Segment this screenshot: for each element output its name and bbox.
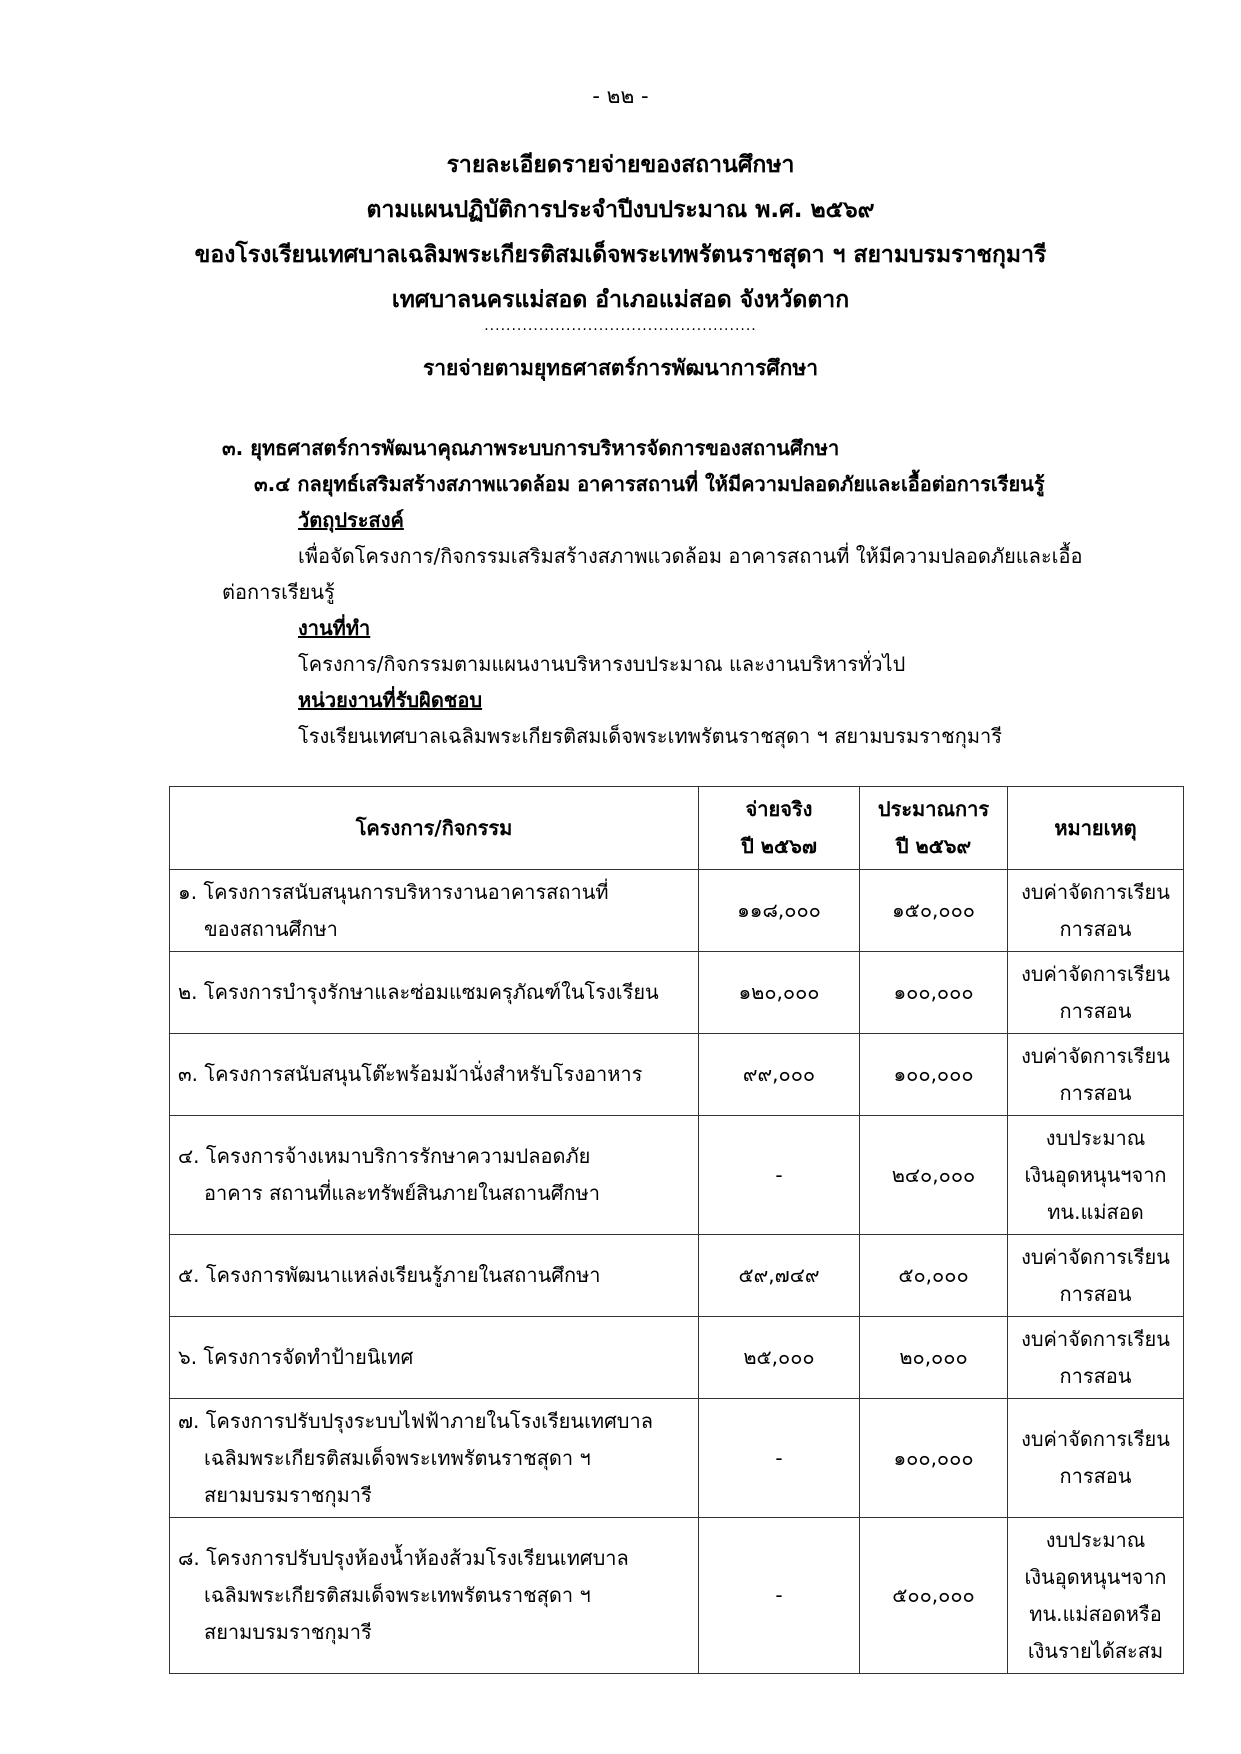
- note-line: เงินอุดหนุนฯจาก: [1024, 1162, 1167, 1187]
- actual-amount-cell: -: [699, 1518, 860, 1674]
- project-name-line: อาคาร สถานที่และทรัพย์สินภายในสถานศึกษา: [204, 1181, 600, 1205]
- note-line: เงินรายได้สะสม: [1027, 1638, 1164, 1663]
- title-line-4: เทศบาลนครแม่สอด อำเภอแม่สอด จังหวัดตาก: [391, 287, 850, 313]
- estimate-amount-cell: ๑๕๐,๐๐๐: [860, 870, 1008, 952]
- note-line: งบค่าจัดการเรียน: [1021, 961, 1170, 986]
- project-cell: [170, 1235, 699, 1317]
- note-cell: [1008, 1034, 1184, 1116]
- objective-text-line-2: ต่อการเรียนรู้: [222, 580, 335, 604]
- note-line: งบค่าจัดการเรียน: [1021, 1326, 1170, 1351]
- responsible-unit-label: หน่วยงานที่รับผิดชอบ: [298, 688, 483, 712]
- work-label: งานที่ทำ: [298, 616, 371, 640]
- note-cell: [1008, 1116, 1184, 1235]
- header-actual-line-1: จ่ายจริง: [745, 797, 813, 821]
- project-cell: [170, 1518, 699, 1674]
- project-cell: [170, 870, 699, 952]
- project-name-line: เฉลิมพระเกียรติสมเด็จพระเทพรัตนราชสุดา ฯ: [204, 1445, 591, 1470]
- note-line: การสอน: [1059, 1080, 1132, 1105]
- project-name-line: ๕. โครงการพัฒนาแหล่งเรียนรู้ภายในสถานศึกษา: [178, 1263, 601, 1287]
- actual-amount-cell: -: [699, 1116, 860, 1235]
- note-line: งบค่าจัดการเรียน: [1021, 879, 1170, 904]
- table-row: [170, 1317, 1184, 1399]
- project-name-line: ๒. โครงการบำรุงรักษาและซ่อมแซมครุภัณฑ์ในโรงเรียน: [178, 980, 659, 1004]
- objective-text-line-1: เพื่อจัดโครงการ/กิจกรรมเสริมสร้างสภาพแวดล้อม อาคารสถานที่ ให้มีความปลอดภัยและเอื้อ: [298, 544, 1083, 568]
- table-body: [170, 870, 1184, 1674]
- note-cell: [1008, 1235, 1184, 1317]
- title-line-1: รายละเอียดรายจ่ายของสถานศึกษา: [446, 152, 795, 178]
- project-name-line: ๑. โครงการสนับสนุนการบริหารงานอาคารสถานที่: [178, 879, 609, 904]
- title-line-2: ตามแผนปฏิบัติการประจำปีงบประมาณ พ.ศ. ๒๕๖๙: [366, 197, 875, 223]
- project-name-line: สยามบรมราชกุมารี: [204, 1620, 372, 1644]
- estimate-amount-cell: ๑๐๐,๐๐๐: [860, 1399, 1008, 1518]
- table-row: [170, 1399, 1184, 1518]
- estimate-amount-cell: ๑๐๐,๐๐๐: [860, 952, 1008, 1034]
- note-line: การสอน: [1059, 1464, 1132, 1488]
- note-cell: [1008, 1518, 1184, 1674]
- note-line: งบประมาณ: [1045, 1125, 1146, 1150]
- project-cell: [170, 1399, 699, 1518]
- project-name-line: ของสถานศึกษา: [204, 916, 338, 941]
- project-name-line: สยามบรมราชกุมารี: [204, 1482, 372, 1507]
- header-project: โครงการ/กิจกรรม: [170, 787, 699, 870]
- project-name-line: ๓. โครงการสนับสนุนโต๊ะพร้อมม้านั่งสำหรับโรงอาหาร: [178, 1062, 643, 1086]
- actual-amount-cell: ๑๒๐,๐๐๐: [699, 952, 860, 1034]
- note-line: การสอน: [1059, 1363, 1132, 1388]
- responsible-unit-text: โรงเรียนเทศบาลเฉลิมพระเกียรติสมเด็จพระเทพรัตนราชสุดา ฯ สยามบรมราชกุมารี: [298, 724, 1002, 748]
- project-name-line: ๗. โครงการปรับปรุงระบบไฟฟ้าภายในโรงเรียนเทศบาล: [178, 1408, 653, 1433]
- header-estimate-line-2: ปี ๒๕๖๙: [895, 834, 972, 858]
- note-line: งบค่าจัดการเรียน: [1021, 1244, 1170, 1269]
- document-title: [0, 143, 1241, 323]
- note-cell: [1008, 1399, 1184, 1518]
- page-number: - ๒๒ -: [592, 84, 649, 108]
- project-name-line: ๖. โครงการจัดทำป้ายนิเทศ: [178, 1345, 414, 1369]
- note-line: การสอน: [1059, 998, 1132, 1023]
- actual-amount-cell: ๑๑๘,๐๐๐: [699, 870, 860, 952]
- header-actual-line-2: ปี ๒๕๖๗: [741, 834, 817, 858]
- table-row: [170, 1235, 1184, 1317]
- project-name-line: เฉลิมพระเกียรติสมเด็จพระเทพรัตนราชสุดา ฯ: [204, 1583, 591, 1607]
- budget-table: [169, 786, 1184, 1674]
- note-line: การสอน: [1059, 1281, 1132, 1306]
- estimate-amount-cell: ๕๐๐,๐๐๐: [860, 1518, 1008, 1674]
- note-line: ทน.แม่สอด: [1047, 1199, 1144, 1224]
- table-row: [170, 1116, 1184, 1235]
- actual-amount-cell: ๒๕,๐๐๐: [699, 1317, 860, 1399]
- project-cell: [170, 952, 699, 1034]
- note-line: งบค่าจัดการเรียน: [1021, 1427, 1170, 1451]
- table-row: [170, 870, 1184, 952]
- table-row: [170, 1034, 1184, 1116]
- estimate-amount-cell: ๒๐,๐๐๐: [860, 1317, 1008, 1399]
- estimate-amount-cell: ๒๔๐,๐๐๐: [860, 1116, 1008, 1235]
- note-line: การสอน: [1059, 916, 1132, 941]
- strategy-heading: ๓. ยุทธศาสตร์การพัฒนาคุณภาพระบบการบริหารจัดการของสถานศึกษา: [222, 436, 840, 460]
- table-row: [170, 952, 1184, 1034]
- table-row: [170, 1518, 1184, 1674]
- project-cell: [170, 1317, 699, 1399]
- header-note: หมายเหตุ: [1008, 787, 1184, 870]
- section-subtitle: รายจ่ายตามยุทธศาสตร์การพัฒนาการศึกษา: [422, 356, 819, 380]
- note-cell: [1008, 870, 1184, 952]
- note-line: เงินอุดหนุนฯจาก: [1024, 1564, 1167, 1589]
- header-estimate: [860, 787, 1008, 870]
- table-header-row: [170, 787, 1184, 870]
- note-cell: [1008, 1317, 1184, 1399]
- project-name-line: ๔. โครงการจ้างเหมาบริการรักษาความปลอดภัย: [178, 1144, 591, 1168]
- title-line-3: ของโรงเรียนเทศบาลเฉลิมพระเกียรติสมเด็จพระเทพรัตนราชสุดา ฯ สยามบรมราชกุมารี: [194, 242, 1047, 268]
- dotted-separator: ..................................................: [484, 318, 757, 334]
- project-name-line: ๘. โครงการปรับปรุงห้องน้ำห้องส้วมโรงเรียนเทศบาล: [178, 1546, 629, 1570]
- estimate-amount-cell: ๕๐,๐๐๐: [860, 1235, 1008, 1317]
- note-line: งบประมาณ: [1045, 1527, 1146, 1552]
- note-cell: [1008, 952, 1184, 1034]
- note-line: งบค่าจัดการเรียน: [1021, 1043, 1170, 1068]
- actual-amount-cell: -: [699, 1399, 860, 1518]
- estimate-amount-cell: ๑๐๐,๐๐๐: [860, 1034, 1008, 1116]
- objective-label: วัตถุประสงค์: [298, 508, 404, 532]
- header-actual: [699, 787, 860, 870]
- note-line: ทน.แม่สอดหรือ: [1029, 1601, 1162, 1626]
- actual-amount-cell: ๕๙,๗๔๙: [699, 1235, 860, 1317]
- strategy-sub-heading: ๓.๔ กลยุทธ์เสริมสร้างสภาพแวดล้อม อาคารสถานที่ ให้มีความปลอดภัยและเอื้อต่อการเรียนรู้: [254, 472, 1045, 496]
- project-cell: [170, 1116, 699, 1235]
- header-estimate-line-1: ประมาณการ: [877, 797, 990, 821]
- project-cell: [170, 1034, 699, 1116]
- work-text: โครงการ/กิจกรรมตามแผนงานบริหารงบประมาณ และงานบริหารทั่วไป: [298, 652, 906, 676]
- actual-amount-cell: ๙๙,๐๐๐: [699, 1034, 860, 1116]
